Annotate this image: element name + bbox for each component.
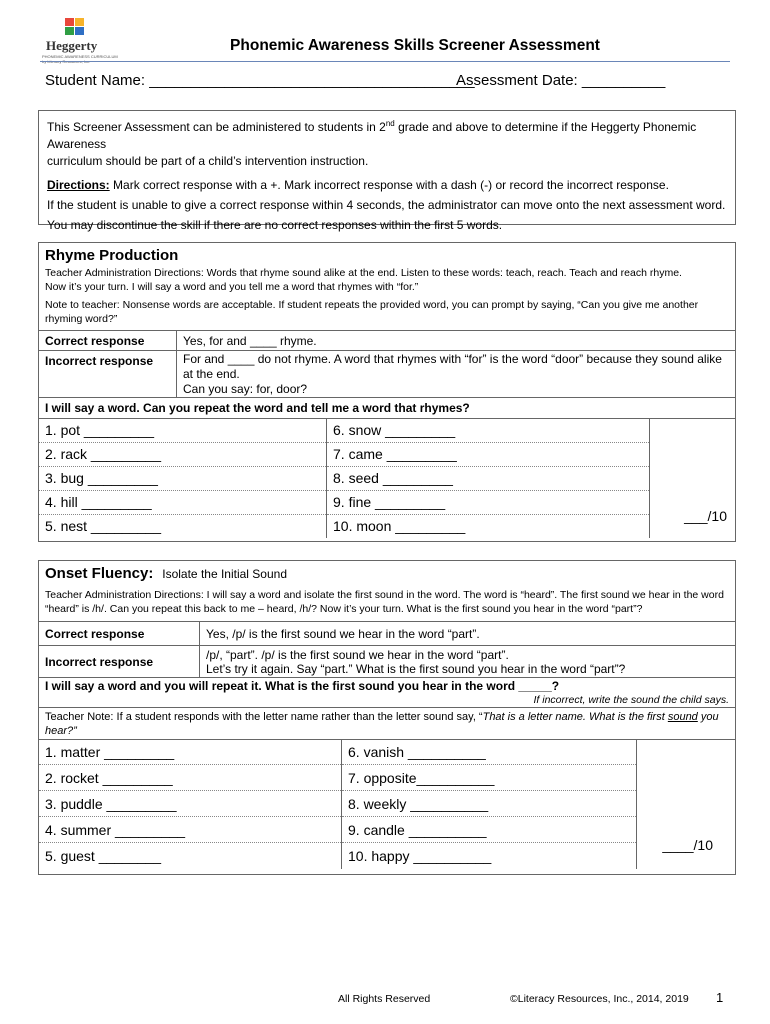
intro-superscript: nd	[385, 119, 395, 128]
rhyme-directions-2: Now it’s your turn. I will say a word and you tell me a word that rhymes with “for.”	[45, 281, 419, 293]
rhyme-word-1: 1. pot _________	[39, 418, 327, 442]
logo-name: Heggerty	[46, 38, 98, 53]
rhyme-correct-text: Yes, for and ____ rhyme.	[183, 333, 317, 348]
onset-if-incorrect: If incorrect, write the sound the child says.	[533, 694, 729, 707]
onset-note-underline: sound	[667, 711, 698, 723]
rhyme-incorrect-cell	[177, 351, 736, 398]
onset-directions-2: “heard” is /h/. Can you repeat this back to me – heard, /h/? Now it’s your turn. What is the first sound you hear in the word “part”?	[45, 603, 643, 615]
onset-word-3: 3. puddle _________	[39, 791, 342, 817]
onset-word-8: 8. weekly __________	[342, 791, 637, 817]
onset-note-line-2: hear?”	[45, 725, 77, 737]
onset-word-2: 2. rocket _________	[39, 765, 342, 791]
onset-word-6: 6. vanish __________	[342, 740, 637, 765]
rhyme-section	[38, 242, 736, 542]
rhyme-word-3: 3. bug _________	[39, 466, 327, 490]
directions-line	[47, 177, 727, 194]
rhyme-note-1: Note to teacher: Nonsense words are acceptable. If student repeats the provided word, you can prompt by saying, “Can you give me another	[45, 299, 699, 311]
rhyme-word-5: 5. nest _________	[39, 514, 327, 538]
onset-word-4: 4. summer _________	[39, 817, 342, 843]
intro-line4: If the student is unable to give a correct response within 4 seconds, the administrator can move onto the next assessment word.	[47, 198, 726, 212]
onset-word-10: 10. happy __________	[342, 843, 637, 869]
onset-incorrect-cell	[200, 646, 736, 678]
rhyme-prompt: I will say a word. Can you repeat the word and tell me a word that rhymes?	[45, 400, 470, 415]
onset-heading: Onset Fluency:	[45, 565, 154, 582]
onset-prompt: I will say a word and you will repeat it. What is the first sound you hear in the word _____?	[45, 678, 560, 693]
assessment-date-label: Assessment Date: __________	[456, 72, 666, 89]
rhyme-word-6: 6. snow _________	[327, 418, 650, 442]
logo-subtitle: PHONEMIC AWARENESS CURRICULUM	[42, 54, 118, 59]
onset-word-7: 7. opposite__________	[342, 765, 637, 791]
rhyme-heading: Rhyme Production	[45, 247, 179, 264]
rhyme-word-9: 9. fine _________	[327, 490, 650, 514]
onset-incorrect-text-2: Let’s try it again. Say “part.” What is the first sound you hear in the word “part”?	[206, 661, 626, 676]
page-number: 1	[716, 990, 724, 1005]
rhyme-incorrect-text-2: Can you say: for, door?	[183, 382, 308, 396]
footer-rights: All Rights Reserved	[338, 993, 431, 1005]
rhyme-word-10: 10. moon _________	[327, 514, 650, 538]
page-title: Phonemic Awareness Skills Screener Assessment	[230, 37, 600, 54]
onset-word-9: 9. candle __________	[342, 817, 637, 843]
onset-subheading: Isolate the Initial Sound	[162, 567, 288, 581]
intro-line2: curriculum should be part of a child’s intervention instruction.	[47, 154, 369, 168]
onset-incorrect-text-1: /p/, “part”. /p/ is the first sound we hear in the word “part”.	[206, 647, 509, 662]
intro-box	[38, 110, 736, 232]
intro-line1-end: grade and above to determine if the Heggerty Phonemic Awareness	[47, 120, 697, 151]
rhyme-correct-label: Correct response	[39, 331, 177, 351]
onset-note-italic-1: That is a letter name. What is the first	[482, 711, 668, 723]
onset-word-5: 5. guest ________	[39, 843, 342, 869]
rhyme-incorrect-label: Incorrect response	[39, 351, 177, 398]
onset-note-start: Teacher Note: If a student responds with the letter name rather than the letter sound say, “	[45, 711, 483, 723]
onset-score: ____/10	[662, 836, 713, 853]
student-name-label: Student Name: _______________________________________	[45, 72, 475, 89]
rhyme-score: ___/10	[684, 508, 727, 524]
onset-correct-label: Correct response	[39, 622, 200, 646]
onset-word-table	[39, 739, 735, 869]
rhyme-incorrect-text-1: For and ____ do not rhyme. A word that rhymes with “for” is the word “door” because they sound alike at the end.	[183, 352, 722, 381]
onset-note-italic-2: you	[697, 711, 719, 723]
onset-heading-row	[45, 564, 729, 584]
onset-incorrect-label: Incorrect response	[39, 646, 200, 678]
onset-note-line-1	[45, 710, 729, 724]
footer-copyright: ©Literacy Resources, Inc., 2014, 2019	[510, 993, 689, 1005]
intro-line5: You may discontinue the skill if there are no correct responses within the first 5 words.	[47, 218, 503, 232]
rhyme-word-2: 2. rack _________	[39, 442, 327, 466]
rhyme-directions-1: Teacher Administration Directions: Words that rhyme sound alike at the end. Listen to these words: teach, reach. Teach and reach rhyme.	[45, 267, 682, 279]
directions-label: Directions:	[47, 178, 110, 192]
rhyme-word-7: 7. came _________	[327, 442, 650, 466]
rhyme-word-table	[39, 418, 735, 539]
onset-response-table	[39, 621, 735, 739]
title-divider	[40, 61, 730, 62]
onset-section	[38, 560, 736, 875]
rhyme-word-8: 8. seed _________	[327, 466, 650, 490]
onset-directions-1: Teacher Administration Directions: I will say a word and isolate the first sound in the word. The word is “heard”. The first sound we hear in the word	[45, 589, 724, 601]
rhyme-response-table	[39, 330, 735, 418]
onset-teacher-note	[39, 708, 735, 740]
rhyme-word-4: 4. hill _________	[39, 490, 327, 514]
onset-correct-text: Yes, /p/ is the first sound we hear in the word “part”.	[206, 626, 480, 641]
onset-word-1: 1. matter _________	[39, 740, 342, 765]
directions-text: Mark correct response with a +. Mark incorrect response with a dash (-) or record the incorrect response.	[109, 178, 669, 192]
intro-line1-start: This Screener Assessment can be administered to students in 2	[47, 120, 386, 134]
rhyme-note-2: rhyming word?”	[45, 313, 118, 325]
intro-line1	[47, 115, 727, 153]
